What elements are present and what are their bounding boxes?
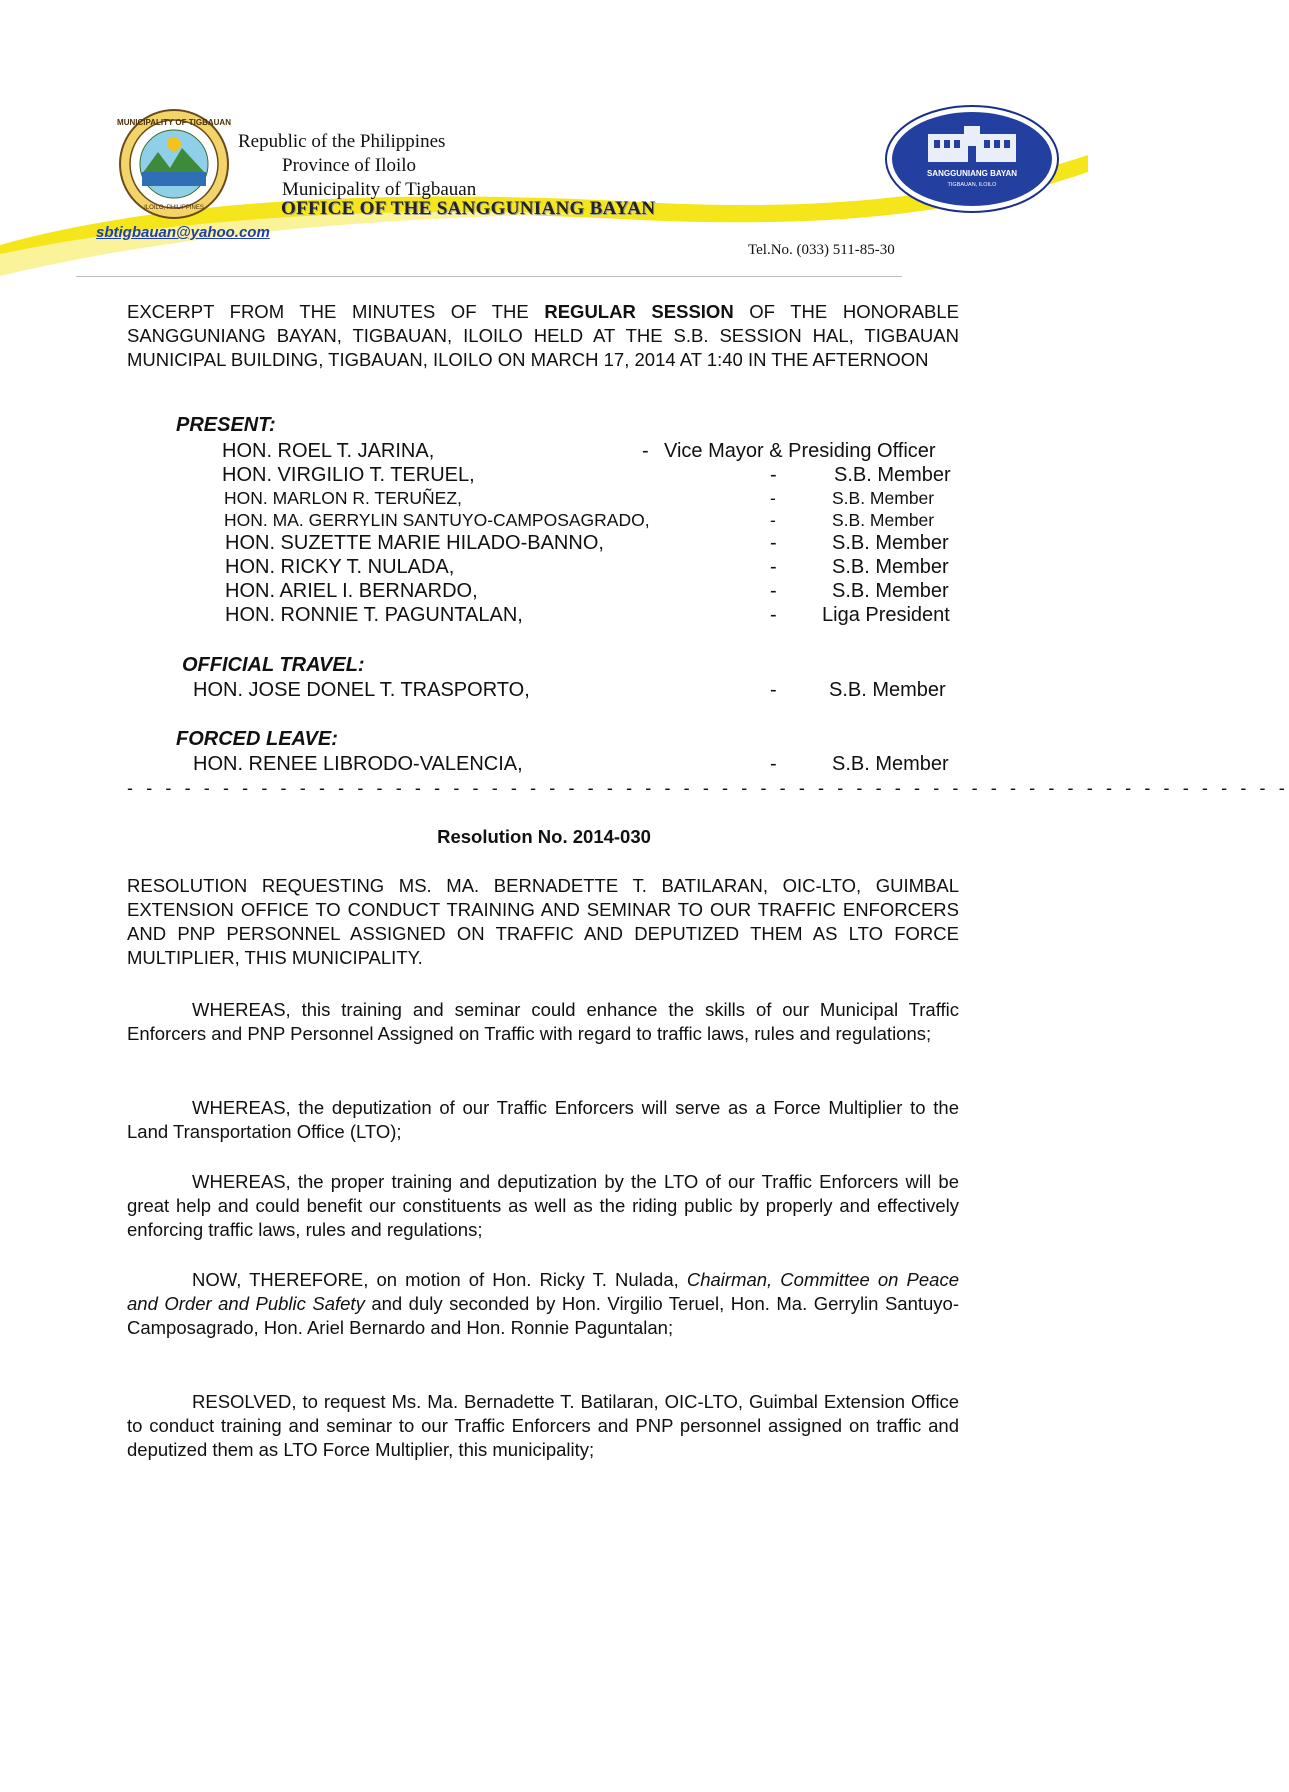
attendee-role: S.B. Member [832,556,949,578]
official-travel-heading: OFFICIAL TRAVEL: [182,654,365,676]
attendee-name: HON. ARIEL I. BERNARDO, [225,580,478,602]
attendee-name: HON. JOSE DONEL T. TRASPORTO, [193,679,530,701]
svg-text:TIGBAUAN, ILOILO: TIGBAUAN, ILOILO [947,182,997,188]
attendee-dash: - [770,510,776,530]
attendee-dash: - [770,556,777,578]
whereas-clause-3: WHEREAS, the proper training and deputization by the LTO of our Traffic Enforcers will be great help and could benefit our constituents as well as the riding public by properly and effectively enforcing traffic laws, rules and regulations; [127,1171,959,1240]
attendee-dash: - [770,464,777,486]
attendee-dash: - [770,532,777,554]
attendee-row [193,679,953,703]
attendee-role: S.B. Member [829,679,946,701]
sangguniang-bayan-seal-icon [884,104,1060,214]
office-title: OFFICE OF THE SANGGUNIANG BAYAN [281,198,656,219]
attendee-role: S.B. Member [834,464,951,486]
attendee-name: HON. MARLON R. TERUÑEZ, [224,488,462,508]
attendee-row [224,510,964,532]
attendee-role: S.B. Member [832,753,949,775]
svg-text:MUNICIPALITY OF TIGBAUAN: MUNICIPALITY OF TIGBAUAN [117,118,231,127]
email-link[interactable]: sbtigbauan@yahoo.com [96,224,270,241]
attendee-name: HON. ROEL T. JARINA, [222,440,435,462]
attendee-row [193,753,953,777]
attendee-dash: - [770,580,777,602]
attendee-name: HON. RENEE LIBRODO-VALENCIA, [193,753,523,775]
attendee-name: HON. RICKY T. NULADA, [225,556,455,578]
attendee-row [222,464,962,488]
attendee-role: S.B. Member [832,580,949,602]
municipality-seal-icon [118,108,230,220]
letterhead-address [238,130,476,202]
svg-text:SANGGUNIANG BAYAN: SANGGUNIANG BAYAN [926,169,1018,178]
attendee-dash: - [642,440,649,462]
dashed-separator: - - - - - - - - - - - - - - - - - - - - - - - - - - - - - - - - - - - - - - - - - - - - - - - - - - - - - - - - - - - - - [127,778,1289,798]
republic-line: Republic of the Philippines [238,131,446,152]
present-heading: PRESENT: [176,414,276,436]
attendee-name: HON. MA. GERRYLIN SANTUYO-CAMPOSAGRADO, [224,510,650,530]
municipality-line: Municipality of Tigbauan [282,179,477,200]
attendee-role: S.B. Member [832,532,949,554]
now-therefore-clause: NOW, THEREFORE, on motion of Hon. Ricky T. Nulada, Chairman, Committee on Peace and Order and Public Safety and duly seconded by Hon. Virgilio Teruel, Hon. Ma. Gerrylin Santuyo-Camposagrado, Hon. Ariel Bernardo and Hon. Ronnie Paguntalan; [127,1269,959,1338]
minutes-excerpt: EXCERPT FROM THE MINUTES OF THE REGULAR SESSION OF THE HONORABLE SANGGUNIANG BAYAN, TIGBAUAN, ILOILO HELD AT THE S.B. SESSION HAL, TIGBAUAN MUNICIPAL BUILDING, TIGBAUAN, ILOILO ON MARCH 17, 2014 AT 1:40 IN THE AFTERNOON [127,301,959,370]
attendee-row [225,604,965,628]
attendee-role: S.B. Member [832,488,935,508]
attendee-name: HON. RONNIE T. PAGUNTALAN, [225,604,523,626]
attendee-dash: - [770,679,777,701]
attendee-row [225,556,965,580]
resolution-number: Resolution No. 2014-030 [437,826,651,847]
telephone-number: Tel.No. (033) 511-85-30 [748,242,895,258]
attendee-row [222,440,962,464]
attendee-dash: - [770,488,776,508]
whereas-clause-2: WHEREAS, the deputization of our Traffic Enforcers will serve as a Force Multiplier to the Land Transportation Office (LTO); [127,1097,959,1142]
attendee-role: S.B. Member [832,510,935,530]
attendee-row [225,532,965,556]
resolution-caption: RESOLUTION REQUESTING MS. MA. BERNADETTE T. BATILARAN, OIC-LTO, GUIMBAL EXTENSION OFFICE TO CONDUCT TRAINING AND SEMINAR TO OUR TRAFFIC ENFORCERS AND PNP PERSONNEL ASSIGNED ON TRAFFIC AND DEPUTIZED THEM AS LTO FORCE MULTIPLIER, THIS MUNICIPALITY. [127,875,959,968]
attendee-dash: - [770,753,777,775]
attendee-row [224,488,964,510]
attendee-dash: - [770,604,777,626]
svg-text:ILOILO, PHILIPPINES: ILOILO, PHILIPPINES [144,205,204,211]
attendee-name: HON. VIRGILIO T. TERUEL, [222,464,475,486]
attendee-name: HON. SUZETTE MARIE HILADO-BANNO, [225,532,604,554]
attendee-role: Vice Mayor & Presiding Officer [664,440,936,462]
province-line: Province of Iloilo [282,155,417,176]
attendee-row [225,580,965,604]
session-type: REGULAR SESSION [544,301,734,322]
attendee-role: Liga President [822,604,950,626]
committee-name: Chairman, Committee on Peace and Order and Public Safety [127,1269,959,1314]
resolved-clause: RESOLVED, to request Ms. Ma. Bernadette T. Batilaran, OIC-LTO, Guimbal Extension Office to conduct training and seminar to our Traffic Enforcers and PNP personnel assigned on traffic and deputized them as LTO Force Multiplier, this municipality; [127,1391,959,1460]
forced-leave-heading: FORCED LEAVE: [176,728,338,750]
letterhead-rule [76,276,902,277]
whereas-clause-1: WHEREAS, this training and seminar could enhance the skills of our Municipal Traffic Enforcers and PNP Personnel Assigned on Traffic with regard to traffic laws, rules and regulations; [127,999,959,1044]
